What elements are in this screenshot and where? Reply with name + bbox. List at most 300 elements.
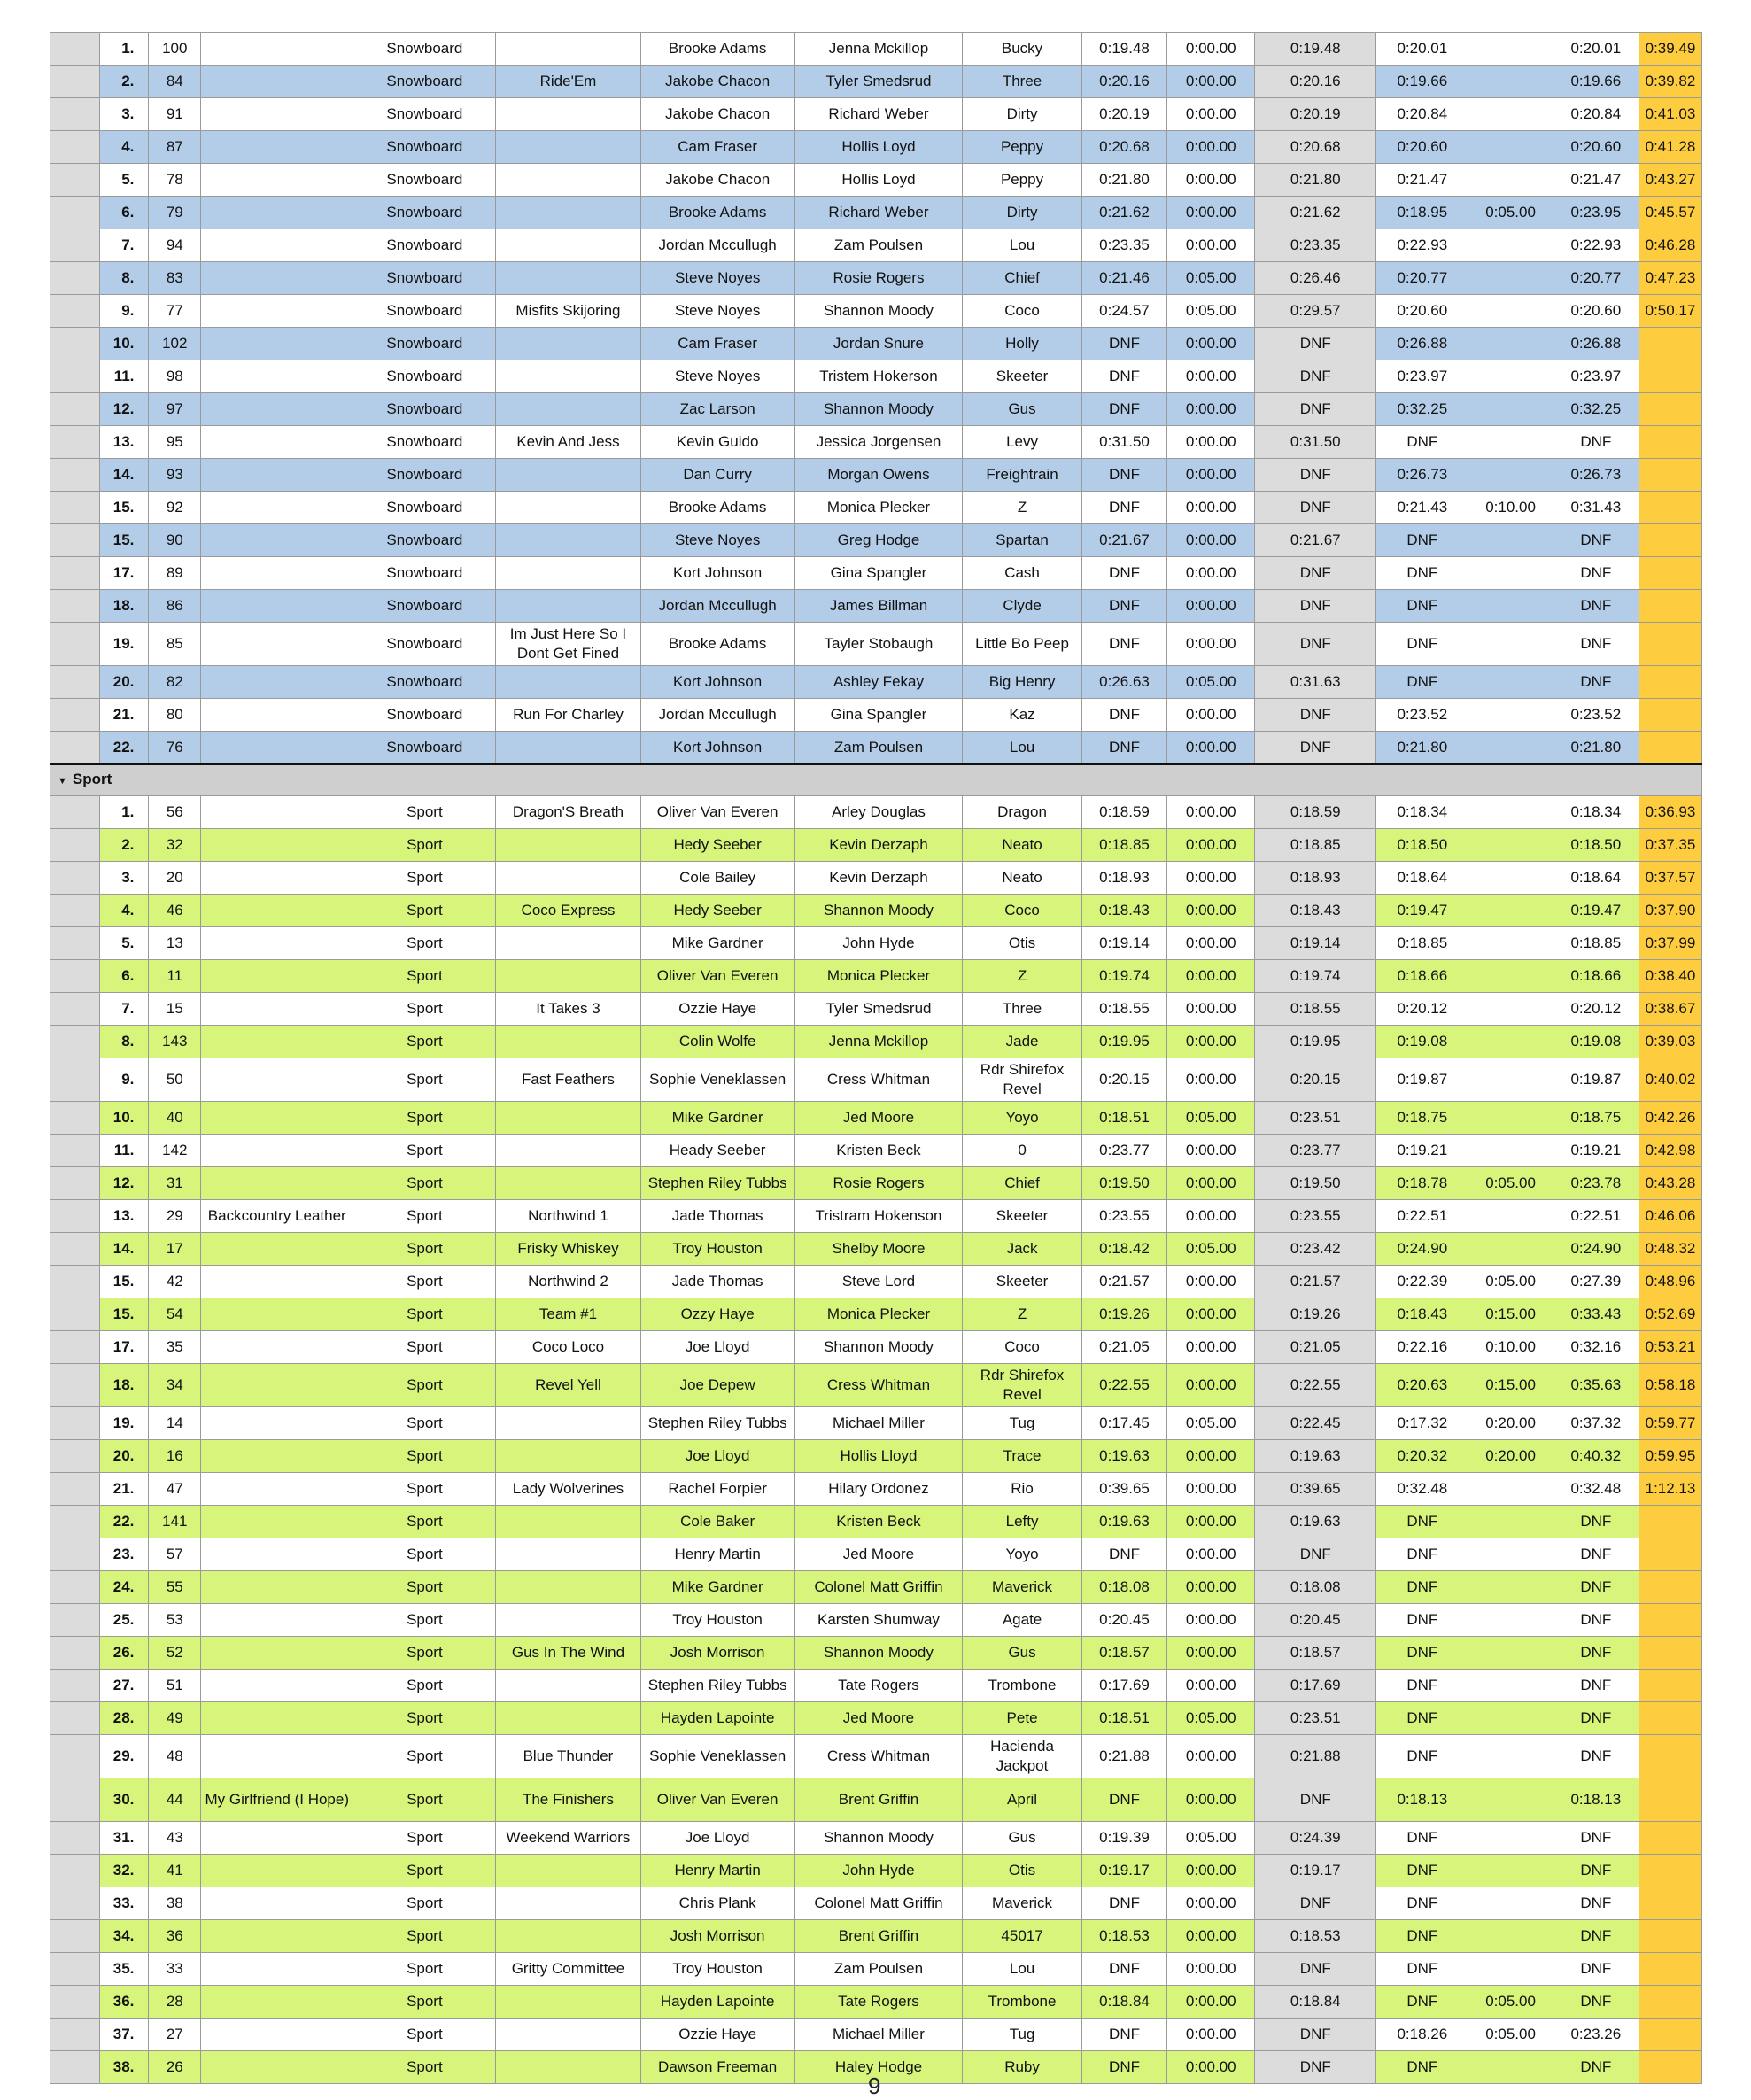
- division-cell[interactable]: Sport: [353, 1604, 496, 1637]
- team-name-cell[interactable]: [496, 492, 640, 524]
- sponsor-cell[interactable]: [201, 829, 353, 862]
- run1-penalty-cell[interactable]: 0:00.00: [1167, 393, 1255, 426]
- run1-total-cell[interactable]: 0:23.55: [1255, 1200, 1376, 1233]
- place-cell[interactable]: 19.: [99, 623, 149, 666]
- run1-penalty-cell[interactable]: 0:00.00: [1167, 131, 1255, 164]
- skier-cell[interactable]: Josh Morrison: [640, 1637, 794, 1670]
- row-gutter[interactable]: [50, 1571, 100, 1604]
- horse-cell[interactable]: Otis: [963, 927, 1082, 960]
- division-cell[interactable]: Sport: [353, 1822, 496, 1855]
- table-row[interactable]: [50, 1167, 1702, 1200]
- division-cell[interactable]: Sport: [353, 1778, 496, 1822]
- run1-total-cell[interactable]: DNF: [1255, 1887, 1376, 1920]
- total-cell[interactable]: 1:12.13: [1639, 1473, 1701, 1506]
- row-gutter[interactable]: [50, 1735, 100, 1778]
- table-row[interactable]: [50, 590, 1702, 623]
- place-cell[interactable]: 9.: [99, 1058, 149, 1102]
- run2-penalty-cell[interactable]: [1468, 796, 1553, 829]
- place-cell[interactable]: 1.: [99, 796, 149, 829]
- division-cell[interactable]: Sport: [353, 862, 496, 895]
- table-row[interactable]: [50, 262, 1702, 295]
- skier-cell[interactable]: Jordan Mccullugh: [640, 590, 794, 623]
- team-name-cell[interactable]: Gritty Committee: [496, 1953, 640, 1986]
- skier-cell[interactable]: Joe Depew: [640, 1364, 794, 1407]
- team-name-cell[interactable]: [496, 862, 640, 895]
- table-row[interactable]: [50, 1822, 1702, 1855]
- table-row[interactable]: [50, 459, 1702, 492]
- run1-total-cell[interactable]: 0:18.08: [1255, 1571, 1376, 1604]
- run2-penalty-cell[interactable]: 0:05.00: [1468, 1167, 1553, 1200]
- place-cell[interactable]: 22.: [99, 732, 149, 764]
- row-gutter[interactable]: [50, 262, 100, 295]
- run1-total-cell[interactable]: 0:29.57: [1255, 295, 1376, 328]
- skier-cell[interactable]: Dawson Freeman: [640, 2051, 794, 2084]
- run1-time-cell[interactable]: DNF: [1081, 699, 1166, 732]
- run1-penalty-cell[interactable]: 0:00.00: [1167, 1364, 1255, 1407]
- run2-time-cell[interactable]: 0:18.26: [1376, 2019, 1468, 2051]
- horse-cell[interactable]: Cash: [963, 557, 1082, 590]
- horse-cell[interactable]: Neato: [963, 829, 1082, 862]
- run1-penalty-cell[interactable]: 0:05.00: [1167, 666, 1255, 699]
- run1-penalty-cell[interactable]: 0:00.00: [1167, 1855, 1255, 1887]
- horse-cell[interactable]: Pete: [963, 1702, 1082, 1735]
- run2-total-cell[interactable]: 0:23.26: [1553, 2019, 1639, 2051]
- run2-total-cell[interactable]: DNF: [1553, 1506, 1639, 1538]
- skier-cell[interactable]: Steve Noyes: [640, 524, 794, 557]
- bib-cell[interactable]: 82: [149, 666, 201, 699]
- sponsor-cell[interactable]: [201, 1822, 353, 1855]
- run2-penalty-cell[interactable]: [1468, 1506, 1553, 1538]
- rider-cell[interactable]: Michael Miller: [794, 1407, 962, 1440]
- team-name-cell[interactable]: [496, 1670, 640, 1702]
- rider-cell[interactable]: Rosie Rogers: [794, 262, 962, 295]
- run2-total-cell[interactable]: DNF: [1553, 557, 1639, 590]
- bib-cell[interactable]: 46: [149, 895, 201, 927]
- horse-cell[interactable]: 45017: [963, 1920, 1082, 1953]
- division-cell[interactable]: Snowboard: [353, 295, 496, 328]
- place-cell[interactable]: 18.: [99, 590, 149, 623]
- run2-time-cell[interactable]: 0:19.66: [1376, 66, 1468, 98]
- table-row[interactable]: [50, 131, 1702, 164]
- team-name-cell[interactable]: [496, 98, 640, 131]
- division-cell[interactable]: Snowboard: [353, 262, 496, 295]
- run1-penalty-cell[interactable]: 0:00.00: [1167, 98, 1255, 131]
- row-gutter[interactable]: [50, 393, 100, 426]
- rider-cell[interactable]: John Hyde: [794, 1855, 962, 1887]
- skier-cell[interactable]: Joe Lloyd: [640, 1331, 794, 1364]
- table-row[interactable]: [50, 1604, 1702, 1637]
- total-cell[interactable]: 0:47.23: [1639, 262, 1701, 295]
- place-cell[interactable]: 29.: [99, 1735, 149, 1778]
- skier-cell[interactable]: Troy Houston: [640, 1233, 794, 1266]
- run1-time-cell[interactable]: 0:18.84: [1081, 1986, 1166, 2019]
- rider-cell[interactable]: Rosie Rogers: [794, 1167, 962, 1200]
- run1-time-cell[interactable]: DNF: [1081, 1538, 1166, 1571]
- run2-time-cell[interactable]: DNF: [1376, 1920, 1468, 1953]
- run2-penalty-cell[interactable]: [1468, 328, 1553, 360]
- run1-penalty-cell[interactable]: 0:00.00: [1167, 1058, 1255, 1102]
- skier-cell[interactable]: Brooke Adams: [640, 492, 794, 524]
- run2-time-cell[interactable]: DNF: [1376, 426, 1468, 459]
- place-cell[interactable]: 30.: [99, 1778, 149, 1822]
- place-cell[interactable]: 13.: [99, 426, 149, 459]
- division-cell[interactable]: Snowboard: [353, 666, 496, 699]
- total-cell[interactable]: 0:48.32: [1639, 1233, 1701, 1266]
- bib-cell[interactable]: 94: [149, 229, 201, 262]
- run2-total-cell[interactable]: 0:23.52: [1553, 699, 1639, 732]
- run1-total-cell[interactable]: 0:31.50: [1255, 426, 1376, 459]
- run1-time-cell[interactable]: 0:17.45: [1081, 1407, 1166, 1440]
- run2-time-cell[interactable]: 0:19.47: [1376, 895, 1468, 927]
- bib-cell[interactable]: 13: [149, 927, 201, 960]
- bib-cell[interactable]: 85: [149, 623, 201, 666]
- total-cell[interactable]: 0:48.96: [1639, 1266, 1701, 1298]
- rider-cell[interactable]: Karsten Shumway: [794, 1604, 962, 1637]
- place-cell[interactable]: 8.: [99, 262, 149, 295]
- table-row[interactable]: [50, 699, 1702, 732]
- run1-total-cell[interactable]: 0:19.48: [1255, 33, 1376, 66]
- run1-time-cell[interactable]: 0:21.80: [1081, 164, 1166, 197]
- rider-cell[interactable]: Hilary Ordonez: [794, 1473, 962, 1506]
- row-gutter[interactable]: [50, 732, 100, 764]
- team-name-cell[interactable]: [496, 1702, 640, 1735]
- run1-penalty-cell[interactable]: 0:05.00: [1167, 1702, 1255, 1735]
- horse-cell[interactable]: Trombone: [963, 1986, 1082, 2019]
- total-cell[interactable]: 0:59.77: [1639, 1407, 1701, 1440]
- team-name-cell[interactable]: [496, 1440, 640, 1473]
- bib-cell[interactable]: 14: [149, 1407, 201, 1440]
- sponsor-cell[interactable]: [201, 426, 353, 459]
- run1-penalty-cell[interactable]: 0:00.00: [1167, 1298, 1255, 1331]
- run2-time-cell[interactable]: 0:17.32: [1376, 1407, 1468, 1440]
- sponsor-cell[interactable]: [201, 459, 353, 492]
- run1-time-cell[interactable]: 0:21.67: [1081, 524, 1166, 557]
- run2-penalty-cell[interactable]: 0:15.00: [1468, 1364, 1553, 1407]
- run1-total-cell[interactable]: 0:18.93: [1255, 862, 1376, 895]
- horse-cell[interactable]: Lou: [963, 732, 1082, 764]
- run2-time-cell[interactable]: 0:18.13: [1376, 1778, 1468, 1822]
- table-row[interactable]: [50, 732, 1702, 764]
- run1-penalty-cell[interactable]: 0:00.00: [1167, 492, 1255, 524]
- bib-cell[interactable]: 54: [149, 1298, 201, 1331]
- sport-group-header[interactable]: [50, 764, 1702, 796]
- run2-time-cell[interactable]: 0:18.64: [1376, 862, 1468, 895]
- bib-cell[interactable]: 87: [149, 131, 201, 164]
- rider-cell[interactable]: Jed Moore: [794, 1538, 962, 1571]
- run1-time-cell[interactable]: 0:20.15: [1081, 1058, 1166, 1102]
- horse-cell[interactable]: Clyde: [963, 590, 1082, 623]
- run2-total-cell[interactable]: DNF: [1553, 1986, 1639, 2019]
- rider-cell[interactable]: Shannon Moody: [794, 1822, 962, 1855]
- run2-penalty-cell[interactable]: 0:20.00: [1468, 1440, 1553, 1473]
- row-gutter[interactable]: [50, 1026, 100, 1058]
- total-cell[interactable]: 0:37.35: [1639, 829, 1701, 862]
- division-cell[interactable]: Sport: [353, 1855, 496, 1887]
- division-cell[interactable]: Snowboard: [353, 229, 496, 262]
- run2-time-cell[interactable]: 0:20.01: [1376, 33, 1468, 66]
- place-cell[interactable]: 10.: [99, 328, 149, 360]
- run2-penalty-cell[interactable]: [1468, 1102, 1553, 1135]
- run2-time-cell[interactable]: 0:20.77: [1376, 262, 1468, 295]
- run2-penalty-cell[interactable]: 0:15.00: [1468, 1298, 1553, 1331]
- total-cell[interactable]: [1639, 1953, 1701, 1986]
- row-gutter[interactable]: [50, 360, 100, 393]
- place-cell[interactable]: 37.: [99, 2019, 149, 2051]
- team-name-cell[interactable]: [496, 33, 640, 66]
- rider-cell[interactable]: Monica Plecker: [794, 492, 962, 524]
- run1-penalty-cell[interactable]: 0:05.00: [1167, 262, 1255, 295]
- run2-total-cell[interactable]: DNF: [1553, 1538, 1639, 1571]
- run1-time-cell[interactable]: DNF: [1081, 459, 1166, 492]
- division-cell[interactable]: Sport: [353, 1735, 496, 1778]
- team-name-cell[interactable]: The Finishers: [496, 1778, 640, 1822]
- bib-cell[interactable]: 49: [149, 1702, 201, 1735]
- run1-total-cell[interactable]: 0:23.77: [1255, 1135, 1376, 1167]
- bib-cell[interactable]: 32: [149, 829, 201, 862]
- sponsor-cell[interactable]: [201, 393, 353, 426]
- horse-cell[interactable]: Coco: [963, 895, 1082, 927]
- rider-cell[interactable]: Kristen Beck: [794, 1506, 962, 1538]
- horse-cell[interactable]: Trace: [963, 1440, 1082, 1473]
- run1-total-cell[interactable]: 0:39.65: [1255, 1473, 1376, 1506]
- total-cell[interactable]: [1639, 557, 1701, 590]
- horse-cell[interactable]: Coco: [963, 1331, 1082, 1364]
- skier-cell[interactable]: Oliver Van Everen: [640, 960, 794, 993]
- run1-penalty-cell[interactable]: 0:00.00: [1167, 796, 1255, 829]
- run1-time-cell[interactable]: DNF: [1081, 590, 1166, 623]
- team-name-cell[interactable]: [496, 1920, 640, 1953]
- table-row[interactable]: [50, 1778, 1702, 1822]
- run2-time-cell[interactable]: DNF: [1376, 1855, 1468, 1887]
- skier-cell[interactable]: Jade Thomas: [640, 1200, 794, 1233]
- run2-total-cell[interactable]: 0:18.50: [1553, 829, 1639, 862]
- place-cell[interactable]: 28.: [99, 1702, 149, 1735]
- table-row[interactable]: [50, 960, 1702, 993]
- division-cell[interactable]: Sport: [353, 895, 496, 927]
- total-cell[interactable]: 0:46.28: [1639, 229, 1701, 262]
- run1-penalty-cell[interactable]: 0:00.00: [1167, 960, 1255, 993]
- run2-total-cell[interactable]: 0:26.73: [1553, 459, 1639, 492]
- rider-cell[interactable]: Monica Plecker: [794, 960, 962, 993]
- run2-penalty-cell[interactable]: [1468, 229, 1553, 262]
- team-name-cell[interactable]: [496, 262, 640, 295]
- row-gutter[interactable]: [50, 98, 100, 131]
- run2-time-cell[interactable]: 0:20.84: [1376, 98, 1468, 131]
- place-cell[interactable]: 10.: [99, 1102, 149, 1135]
- row-gutter[interactable]: [50, 927, 100, 960]
- run2-penalty-cell[interactable]: [1468, 1200, 1553, 1233]
- run2-total-cell[interactable]: 0:18.34: [1553, 796, 1639, 829]
- horse-cell[interactable]: Gus: [963, 393, 1082, 426]
- total-cell[interactable]: [1639, 1778, 1701, 1822]
- skier-cell[interactable]: Kort Johnson: [640, 666, 794, 699]
- run2-total-cell[interactable]: 0:35.63: [1553, 1364, 1639, 1407]
- run1-time-cell[interactable]: 0:22.55: [1081, 1364, 1166, 1407]
- run1-total-cell[interactable]: 0:21.57: [1255, 1266, 1376, 1298]
- run1-time-cell[interactable]: DNF: [1081, 2019, 1166, 2051]
- run1-total-cell[interactable]: DNF: [1255, 1538, 1376, 1571]
- horse-cell[interactable]: Dirty: [963, 197, 1082, 229]
- run1-time-cell[interactable]: 0:21.62: [1081, 197, 1166, 229]
- run2-time-cell[interactable]: 0:24.90: [1376, 1233, 1468, 1266]
- run1-penalty-cell[interactable]: 0:00.00: [1167, 1986, 1255, 2019]
- team-name-cell[interactable]: [496, 328, 640, 360]
- sponsor-cell[interactable]: [201, 164, 353, 197]
- run2-total-cell[interactable]: DNF: [1553, 1604, 1639, 1637]
- sponsor-cell[interactable]: [201, 1102, 353, 1135]
- skier-cell[interactable]: Dan Curry: [640, 459, 794, 492]
- place-cell[interactable]: 12.: [99, 1167, 149, 1200]
- skier-cell[interactable]: Jade Thomas: [640, 1266, 794, 1298]
- run1-time-cell[interactable]: 0:31.50: [1081, 426, 1166, 459]
- bib-cell[interactable]: 27: [149, 2019, 201, 2051]
- sponsor-cell[interactable]: [201, 1887, 353, 1920]
- run2-time-cell[interactable]: 0:18.95: [1376, 197, 1468, 229]
- table-row[interactable]: [50, 1407, 1702, 1440]
- team-name-cell[interactable]: [496, 666, 640, 699]
- run1-penalty-cell[interactable]: 0:05.00: [1167, 1102, 1255, 1135]
- run2-time-cell[interactable]: DNF: [1376, 2051, 1468, 2084]
- rider-cell[interactable]: Colonel Matt Griffin: [794, 1571, 962, 1604]
- row-gutter[interactable]: [50, 164, 100, 197]
- row-gutter[interactable]: [50, 492, 100, 524]
- skier-cell[interactable]: Hayden Lapointe: [640, 1702, 794, 1735]
- run2-total-cell[interactable]: 0:19.47: [1553, 895, 1639, 927]
- skier-cell[interactable]: Joe Lloyd: [640, 1440, 794, 1473]
- place-cell[interactable]: 24.: [99, 1571, 149, 1604]
- skier-cell[interactable]: Cole Baker: [640, 1506, 794, 1538]
- run2-time-cell[interactable]: DNF: [1376, 524, 1468, 557]
- team-name-cell[interactable]: Gus In The Wind: [496, 1637, 640, 1670]
- bib-cell[interactable]: 92: [149, 492, 201, 524]
- bib-cell[interactable]: 16: [149, 1440, 201, 1473]
- team-name-cell[interactable]: [496, 1855, 640, 1887]
- run2-time-cell[interactable]: 0:20.60: [1376, 295, 1468, 328]
- run1-penalty-cell[interactable]: 0:00.00: [1167, 1135, 1255, 1167]
- run2-time-cell[interactable]: 0:19.08: [1376, 1026, 1468, 1058]
- skier-cell[interactable]: Kort Johnson: [640, 732, 794, 764]
- run1-penalty-cell[interactable]: 0:00.00: [1167, 1953, 1255, 1986]
- skier-cell[interactable]: Hedy Seeber: [640, 829, 794, 862]
- skier-cell[interactable]: Jakobe Chacon: [640, 66, 794, 98]
- row-gutter[interactable]: [50, 1331, 100, 1364]
- run1-time-cell[interactable]: 0:24.57: [1081, 295, 1166, 328]
- rider-cell[interactable]: Colonel Matt Griffin: [794, 1887, 962, 1920]
- skier-cell[interactable]: Jakobe Chacon: [640, 164, 794, 197]
- sponsor-cell[interactable]: [201, 732, 353, 764]
- bib-cell[interactable]: 40: [149, 1102, 201, 1135]
- row-gutter[interactable]: [50, 1233, 100, 1266]
- row-gutter[interactable]: [50, 1407, 100, 1440]
- division-cell[interactable]: Snowboard: [353, 557, 496, 590]
- run2-time-cell[interactable]: DNF: [1376, 666, 1468, 699]
- row-gutter[interactable]: [50, 1778, 100, 1822]
- table-row[interactable]: [50, 927, 1702, 960]
- table-row[interactable]: [50, 1233, 1702, 1266]
- horse-cell[interactable]: Skeeter: [963, 1266, 1082, 1298]
- run2-penalty-cell[interactable]: [1468, 829, 1553, 862]
- run2-time-cell[interactable]: DNF: [1376, 1735, 1468, 1778]
- division-cell[interactable]: Sport: [353, 1887, 496, 1920]
- bib-cell[interactable]: 35: [149, 1331, 201, 1364]
- run2-penalty-cell[interactable]: [1468, 295, 1553, 328]
- run1-penalty-cell[interactable]: 0:00.00: [1167, 360, 1255, 393]
- run2-time-cell[interactable]: DNF: [1376, 1887, 1468, 1920]
- rider-cell[interactable]: Zam Poulsen: [794, 1953, 962, 1986]
- run2-penalty-cell[interactable]: [1468, 1778, 1553, 1822]
- run2-time-cell[interactable]: DNF: [1376, 1604, 1468, 1637]
- table-row[interactable]: [50, 164, 1702, 197]
- run1-total-cell[interactable]: DNF: [1255, 699, 1376, 732]
- team-name-cell[interactable]: Blue Thunder: [496, 1735, 640, 1778]
- place-cell[interactable]: 21.: [99, 699, 149, 732]
- run1-time-cell[interactable]: 0:19.63: [1081, 1440, 1166, 1473]
- run1-total-cell[interactable]: 0:20.15: [1255, 1058, 1376, 1102]
- run1-time-cell[interactable]: 0:18.53: [1081, 1920, 1166, 1953]
- run1-time-cell[interactable]: DNF: [1081, 732, 1166, 764]
- horse-cell[interactable]: Otis: [963, 1855, 1082, 1887]
- run1-total-cell[interactable]: 0:24.39: [1255, 1822, 1376, 1855]
- row-gutter[interactable]: [50, 1200, 100, 1233]
- total-cell[interactable]: [1639, 1887, 1701, 1920]
- run2-penalty-cell[interactable]: [1468, 1026, 1553, 1058]
- run2-total-cell[interactable]: DNF: [1553, 1822, 1639, 1855]
- run1-penalty-cell[interactable]: 0:00.00: [1167, 426, 1255, 459]
- place-cell[interactable]: 2.: [99, 66, 149, 98]
- run2-total-cell[interactable]: 0:19.08: [1553, 1026, 1639, 1058]
- total-cell[interactable]: [1639, 2051, 1701, 2084]
- team-name-cell[interactable]: [496, 2019, 640, 2051]
- division-cell[interactable]: Sport: [353, 960, 496, 993]
- run2-total-cell[interactable]: 0:20.01: [1553, 33, 1639, 66]
- run1-time-cell[interactable]: 0:26.63: [1081, 666, 1166, 699]
- place-cell[interactable]: 19.: [99, 1407, 149, 1440]
- place-cell[interactable]: 36.: [99, 1986, 149, 2019]
- run1-penalty-cell[interactable]: 0:00.00: [1167, 524, 1255, 557]
- table-row[interactable]: [50, 1331, 1702, 1364]
- run2-time-cell[interactable]: 0:21.80: [1376, 732, 1468, 764]
- bib-cell[interactable]: 29: [149, 1200, 201, 1233]
- place-cell[interactable]: 9.: [99, 295, 149, 328]
- table-row[interactable]: [50, 1538, 1702, 1571]
- division-cell[interactable]: Snowboard: [353, 590, 496, 623]
- team-name-cell[interactable]: Revel Yell: [496, 1364, 640, 1407]
- run1-time-cell[interactable]: 0:19.14: [1081, 927, 1166, 960]
- run2-total-cell[interactable]: 0:19.87: [1553, 1058, 1639, 1102]
- rider-cell[interactable]: Kristen Beck: [794, 1135, 962, 1167]
- run1-time-cell[interactable]: 0:18.85: [1081, 829, 1166, 862]
- team-name-cell[interactable]: Misfits Skijoring: [496, 295, 640, 328]
- horse-cell[interactable]: Dirty: [963, 98, 1082, 131]
- run2-time-cell[interactable]: DNF: [1376, 1953, 1468, 1986]
- division-cell[interactable]: Snowboard: [353, 197, 496, 229]
- place-cell[interactable]: 7.: [99, 993, 149, 1026]
- run1-time-cell[interactable]: 0:20.45: [1081, 1604, 1166, 1637]
- run2-penalty-cell[interactable]: [1468, 1233, 1553, 1266]
- horse-cell[interactable]: Levy: [963, 426, 1082, 459]
- run1-total-cell[interactable]: 0:19.74: [1255, 960, 1376, 993]
- sponsor-cell[interactable]: [201, 557, 353, 590]
- run1-penalty-cell[interactable]: 0:00.00: [1167, 229, 1255, 262]
- run1-penalty-cell[interactable]: 0:00.00: [1167, 732, 1255, 764]
- run1-total-cell[interactable]: DNF: [1255, 732, 1376, 764]
- run2-penalty-cell[interactable]: 0:05.00: [1468, 1986, 1553, 2019]
- row-gutter[interactable]: [50, 1920, 100, 1953]
- sponsor-cell[interactable]: [201, 1026, 353, 1058]
- team-name-cell[interactable]: Frisky Whiskey: [496, 1233, 640, 1266]
- run2-total-cell[interactable]: 0:24.90: [1553, 1233, 1639, 1266]
- team-name-cell[interactable]: [496, 459, 640, 492]
